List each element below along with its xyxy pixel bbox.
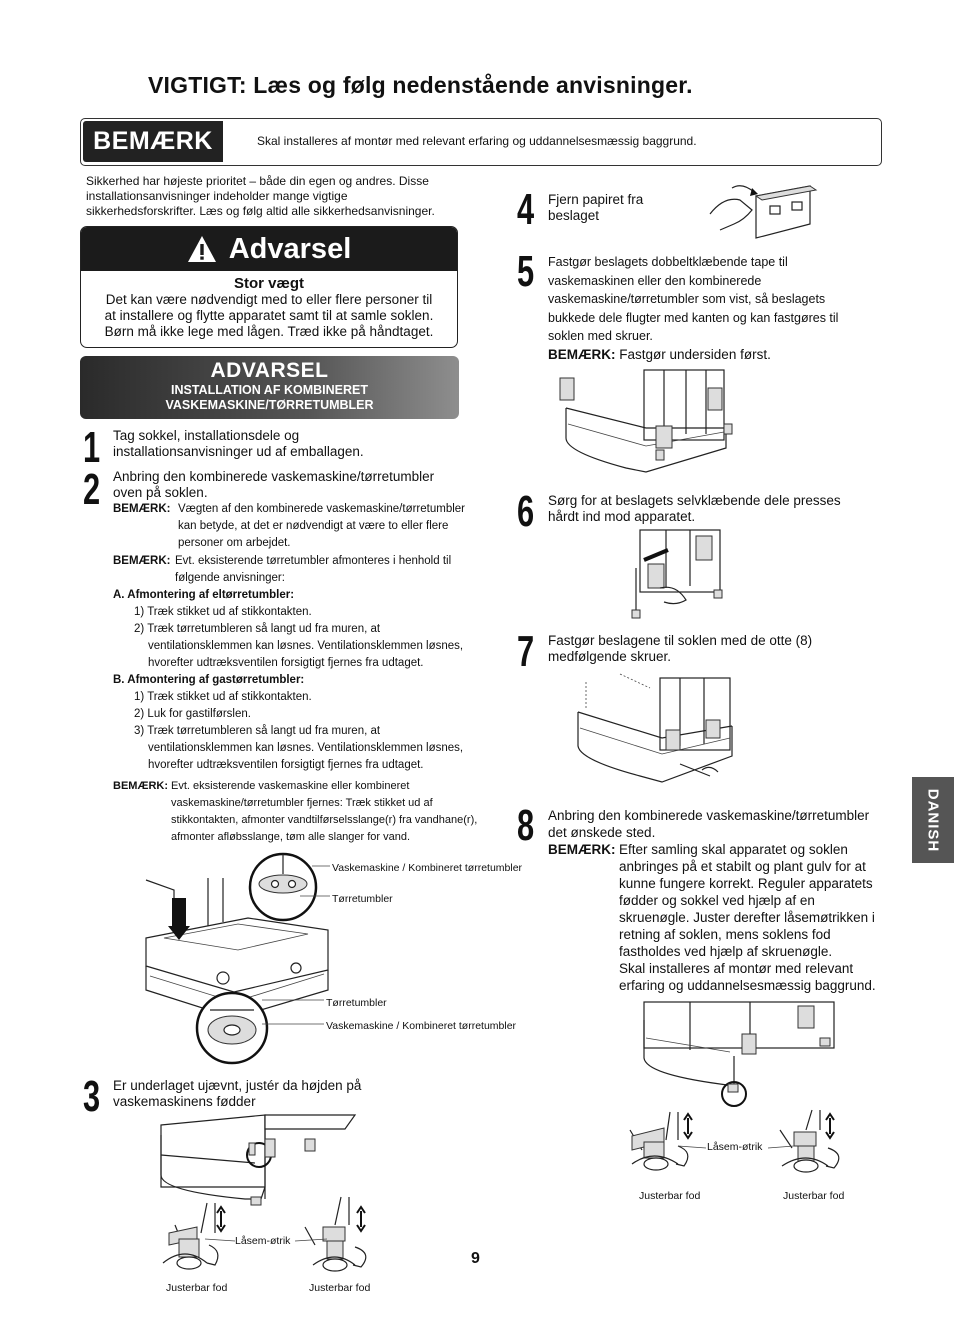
step-number: 8 (517, 801, 535, 850)
note-line: Vægten af den kombinerede vaskemaskine/tørretumbler (178, 503, 466, 515)
screw-brackets-illustration (570, 668, 740, 794)
step-line: medfølgende skruer. (548, 649, 672, 664)
section-item: 2) Træk tørretumbleren så langt ud fra muren, at (134, 623, 381, 635)
figure-label: Vaskemaskine / Kombineret tørretumbler (332, 862, 523, 874)
note-tag: BEMÆRK (83, 121, 223, 162)
warning-heading: Advarsel (228, 232, 352, 265)
section-item: ventilationsklemmen kan løsnes. Ventilationsklemmen løsnes, (148, 640, 464, 652)
step-line: vaskemaskinens fødder (113, 1094, 256, 1109)
note-label: BEMÆRK: (113, 555, 171, 567)
step-line: Sørg for at beslagets selvklæbende dele presses (548, 493, 841, 508)
final-placement-illustration (630, 1000, 860, 1190)
note-line: retning af soklen, mens soklens fod (619, 927, 831, 942)
step-number: 3 (83, 1072, 101, 1121)
remove-paper-illustration (700, 180, 820, 246)
attach-bracket-illustration (556, 368, 746, 476)
step-line: vaskemaskinen eller den kombinerede (548, 273, 762, 288)
note-line: fastholdes ved hjælp af skruenøgle. (619, 944, 833, 959)
step-5-text (548, 253, 838, 364)
step-line: Anbring den kombinerede vaskemaskine/tørretumbler (548, 808, 870, 823)
wrench-right-icon (305, 1197, 366, 1271)
page-title: VIGTIGT: Læs og følg nedenstående anvisninger. (148, 72, 693, 98)
step-number: 1 (83, 423, 101, 472)
installation-warning-heading: ADVARSEL (210, 359, 329, 382)
note-line: Evt. eksisterende vaskemaskine eller kombineret (171, 780, 410, 792)
step-line: bukkede dele flugter med kanten og kan fastgøres til (548, 310, 839, 325)
step-line: det ønskede sted. (548, 825, 656, 840)
step-line: Fastgør beslagets dobbeltklæbende tape til (548, 255, 788, 269)
press-bracket-illustration (630, 528, 730, 620)
section-item: hvorefter udtræksventilen forsigtigt fjernes fra udtaget. (148, 657, 424, 669)
language-side-tab-label: DANISH (924, 788, 942, 852)
intro-line: Sikkerhed har højeste prioritet – både din egen og andres. Disse (86, 174, 429, 188)
step-4-text (548, 192, 643, 224)
warning-line: at installere og flytte apparatet samt til at samle soklen. (104, 308, 434, 323)
note-line: kan betyde, at det er nødvendigt at være to eller flere (178, 520, 449, 532)
wrench-left-icon (163, 1203, 218, 1269)
step-line: hårdt ind mod apparatet. (548, 509, 696, 524)
note-label: BEMÆRK: (548, 842, 616, 857)
note-line: vaskemaskine/tørretumbler fjernes: Træk stikket ud af (171, 797, 433, 809)
step-line: Fastgør beslagene til soklen med de otte (8) (548, 633, 813, 648)
step-number: 5 (517, 247, 535, 296)
note-line: skruenøgle. Juster derefter låsemøtrikken i (619, 910, 875, 925)
section-item: hvorefter udtræksventilen forsigtigt fjernes fra udtaget. (148, 759, 424, 771)
section-heading: A. Afmontering af eltørretumbler: (113, 589, 295, 601)
note-line: personer om arbejdet. (178, 537, 291, 549)
adjustable-foot-label: Justerbar fod (309, 1282, 371, 1294)
step-line: vaskemaskine/tørretumbler som vist, så beslagets (548, 292, 826, 306)
step-3-text (113, 1078, 361, 1110)
step-line: Er underlaget ujævnt, justér da højden på (113, 1078, 362, 1093)
section-item: 3) Træk tørretumbleren så langt ud fra muren, at (134, 725, 381, 737)
warning-line: Det kan være nødvendigt med to eller flere personer til (105, 292, 433, 307)
note-text: Skal installeres af montør med relevant erfaring og uddannelsesmæssig baggrund. (257, 134, 697, 148)
note-label: BEMÆRK: (113, 780, 168, 792)
note-text: Fastgør undersiden først. (619, 346, 771, 362)
note-line: Efter samling skal apparatet og soklen (619, 842, 848, 857)
section-item: ventilationsklemmen kan løsnes. Ventilationsklemmen løsnes, (148, 742, 464, 754)
note-line: fødder og sokkel ved hjælp af en (619, 893, 815, 908)
step-line: Tag sokkel, installationsdele og (113, 428, 300, 443)
step-line: soklen med skruer. (548, 329, 653, 343)
lock-nut-label: Låsem-øtrik (707, 1141, 763, 1153)
note-label: BEMÆRK: (548, 346, 616, 362)
note-line: stikkontakten, afmonter vandtilførselsslange(r) fra vandhane(r), (171, 814, 478, 826)
section-item: 1) Træk stikket ud af stikkontakten. (134, 691, 312, 703)
section-item: 2) Luk for gastilførslen. (134, 708, 251, 720)
step-number: 7 (517, 627, 535, 676)
note-line: erfaring og uddannelsesmæssig baggrund. (619, 978, 876, 993)
intro-line: installationsanvisninger indeholder mange vigtige (86, 189, 348, 203)
note-line: kunne fungere korrekt. Reguler apparatets (619, 876, 873, 891)
step-number: 6 (517, 487, 535, 536)
note-line: Evt. eksisterende tørretumbler afmonteres i henhold til (175, 555, 452, 567)
wrench-left-icon (630, 1112, 692, 1170)
section-heading: B. Afmontering af gastørretumbler: (113, 674, 305, 686)
step-line: Anbring den kombinerede vaskemaskine/tørretumbler (113, 469, 435, 484)
note-line: følgende anvisninger: (175, 572, 285, 584)
step-line: Fjern papiret fra (548, 192, 644, 207)
step-7-text (548, 633, 812, 665)
step-line: oven på soklen. (113, 485, 208, 500)
warning-subheading: Stor vægt (233, 275, 304, 292)
figure-label: Tørretumbler (326, 997, 387, 1009)
installation-warning-sub: INSTALLATION AF KOMBINERET (171, 383, 368, 397)
lock-nut-label: Låsem-øtrik (235, 1235, 291, 1247)
step-line: installationsanvisninger ud af emballagen. (113, 444, 364, 459)
page-number: 9 (471, 1250, 480, 1267)
step-number: 4 (517, 185, 535, 234)
wrench-right-icon (780, 1110, 839, 1172)
note-line: Skal installeres af montør med relevant (619, 961, 854, 976)
adjustable-foot-label: Justerbar fod (639, 1190, 701, 1202)
step-number: 2 (83, 465, 101, 514)
note-label: BEMÆRK: (113, 503, 171, 515)
step-6-text (548, 493, 841, 525)
step-line: beslaget (548, 208, 600, 223)
adjustable-foot-label: Justerbar fod (783, 1190, 845, 1202)
installation-warning-sub: VASKEMASKINE/TØRRETUMBLER (165, 398, 374, 412)
figure-label: Tørretumbler (332, 893, 393, 905)
leveling-feet-illustration (155, 1115, 385, 1305)
figure-label: Vaskemaskine / Kombineret tørretumbler (326, 1020, 517, 1032)
language-side-tab (912, 777, 954, 863)
note-line: afmonter afløbsslange, tøm alle slanger for vand. (171, 831, 411, 843)
section-item: 1) Træk stikket ud af stikkontakten. (134, 606, 312, 618)
note-line: anbringes på et stabilt og plant gulv for at (619, 859, 866, 874)
step-8-text (548, 807, 876, 994)
warning-line: Børn må ikke lege med lågen. Træd ikke på håndtaget. (104, 324, 434, 339)
intro-line: sikkerhedsforskrifter. Læs og følg altid alle sikkerhedsanvisninger. (86, 204, 435, 218)
adjustable-foot-label: Justerbar fod (166, 1282, 228, 1294)
